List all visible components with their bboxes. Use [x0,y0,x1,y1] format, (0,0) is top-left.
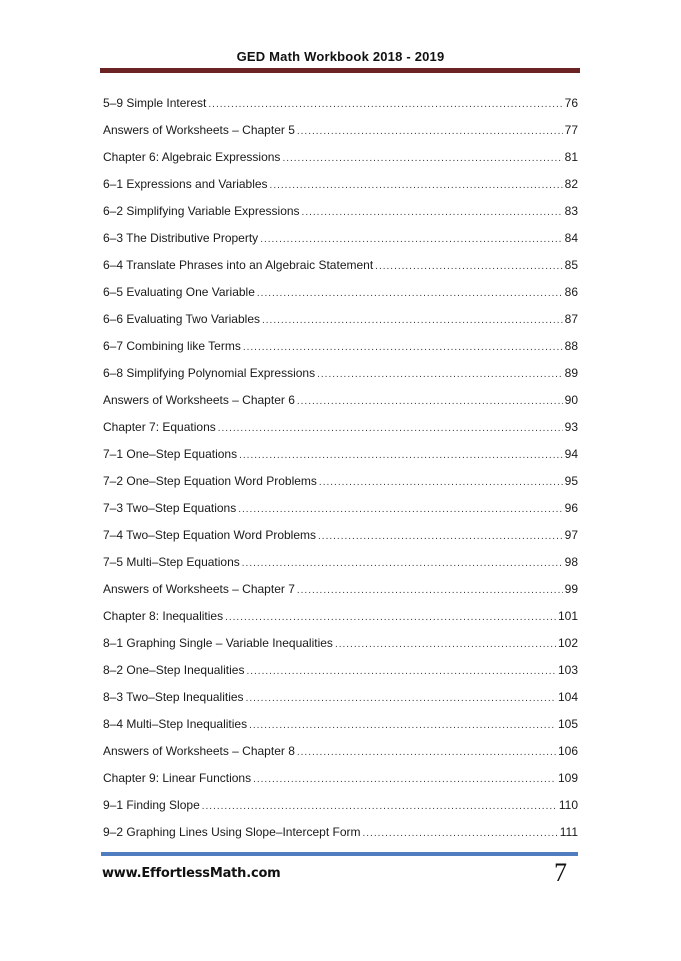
toc-entry-title: Chapter 6: Algebraic Expressions [103,150,281,164]
toc-entry-title: 8–1 Graphing Single – Variable Inequalities [103,636,333,650]
toc-entry-page: 106 [557,744,578,758]
toc-entry[interactable] [103,257,578,284]
toc-entry-page: 99 [564,582,578,596]
toc-entry-title: 7–1 One–Step Equations [103,447,238,461]
toc-entry-page: 85 [564,258,578,272]
toc-entry[interactable] [103,716,578,743]
toc-dot-leader [302,204,563,221]
toc-entry-page: 90 [564,393,578,407]
toc-entry-title: 9–2 Graphing Lines Using Slope–Intercept Form [103,825,361,839]
toc-entry-page: 87 [564,312,578,326]
toc-dot-leader [335,636,556,653]
toc-entry[interactable] [103,149,578,176]
toc-entry-page: 110 [558,798,578,812]
toc-entry-title: 8–3 Two–Step Inequalities [103,690,244,704]
toc-entry[interactable] [103,554,578,581]
toc-entry-page: 101 [557,609,578,623]
toc-entry[interactable] [103,797,578,824]
toc-entry-title: 6–6 Evaluating Two Variables [103,312,260,326]
toc-entry[interactable] [103,203,578,230]
toc-entry-page: 111 [559,825,578,839]
toc-entry[interactable] [103,770,578,797]
toc-entry-page: 89 [564,366,578,380]
toc-entry-page: 81 [564,150,578,164]
toc-dot-leader [238,501,562,518]
toc-entry-title: Chapter 8: Inequalities [103,609,224,623]
table-of-contents [103,95,578,851]
toc-entry-title: Answers of Worksheets – Chapter 8 [103,744,295,758]
toc-entry-page: 97 [564,528,578,542]
toc-dot-leader [362,825,557,842]
toc-dot-leader [253,771,556,788]
toc-entry[interactable] [103,500,578,527]
toc-entry-title: 8–2 One–Step Inequalities [103,663,245,677]
toc-entry-title: Answers of Worksheets – Chapter 5 [103,123,295,137]
toc-entry-page: 103 [557,663,578,677]
toc-entry-page: 77 [564,123,578,137]
toc-dot-leader [262,312,563,329]
toc-entry-page: 83 [564,204,578,218]
toc-entry-title: 7–5 Multi–Step Equations [103,555,240,569]
toc-dot-leader [282,150,562,167]
footer-rule [101,852,578,856]
toc-dot-leader [375,258,562,275]
toc-entry-page: 93 [564,420,578,434]
toc-dot-leader [246,690,556,707]
toc-dot-leader [297,123,563,140]
toc-entry[interactable] [103,743,578,770]
toc-entry-title: 6–1 Expressions and Variables [103,177,268,191]
header-title: GED Math Workbook 2018 - 2019 [236,49,445,64]
toc-entry-page: 95 [564,474,578,488]
toc-entry-page: 104 [557,690,578,704]
toc-entry-title: 7–3 Two–Step Equations [103,501,237,515]
toc-entry[interactable] [103,338,578,365]
toc-dot-leader [243,339,563,356]
toc-entry-title: 6–4 Translate Phrases into an Algebraic Statement [103,258,374,272]
toc-entry-title: 7–2 One–Step Equation Word Problems [103,474,317,488]
toc-entry[interactable] [103,176,578,203]
toc-dot-leader [318,528,563,545]
toc-entry-title: 6–8 Simplifying Polynomial Expressions [103,366,316,380]
toc-entry-page: 84 [564,231,578,245]
toc-entry-page: 105 [557,717,578,731]
toc-dot-leader [270,177,563,194]
toc-entry[interactable] [103,446,578,473]
toc-dot-leader [260,231,562,248]
toc-dot-leader [246,663,556,680]
toc-entry[interactable] [103,635,578,662]
footer-website-url[interactable]: www.EffortlessMath.com [102,866,281,881]
header-rule [100,68,580,73]
toc-dot-leader [242,555,563,572]
toc-entry[interactable] [103,662,578,689]
toc-dot-leader [218,420,563,437]
toc-entry-title: 9–1 Finding Slope [103,798,200,812]
toc-entry[interactable] [103,527,578,554]
toc-entry-title: 6–7 Combining like Terms [103,339,241,353]
toc-dot-leader [297,582,563,599]
toc-entry-title: 7–4 Two–Step Equation Word Problems [103,528,317,542]
toc-entry[interactable] [103,392,578,419]
toc-dot-leader [297,744,556,761]
toc-entry[interactable] [103,122,578,149]
toc-entry-page: 109 [557,771,578,785]
toc-entry[interactable] [103,689,578,716]
toc-dot-leader [202,798,557,815]
toc-dot-leader [239,447,563,464]
toc-entry[interactable] [103,824,578,851]
toc-entry[interactable] [103,581,578,608]
page-number: 7 [554,858,567,887]
toc-entry-page: 98 [564,555,578,569]
toc-entry[interactable] [103,311,578,338]
toc-dot-leader [317,366,563,383]
toc-entry-title: Answers of Worksheets – Chapter 7 [103,582,295,596]
toc-dot-leader [249,717,556,734]
toc-entry-page: 102 [557,636,578,650]
toc-dot-leader [297,393,563,410]
toc-entry[interactable] [103,608,578,635]
toc-entry[interactable] [103,473,578,500]
toc-entry-page: 76 [564,96,578,110]
toc-entry-title: 5–9 Simple Interest [103,96,207,110]
toc-entry-page: 94 [564,447,578,461]
toc-entry[interactable] [103,419,578,446]
toc-entry[interactable] [103,95,578,122]
toc-entry-title: Chapter 7: Equations [103,420,216,434]
toc-entry-title: 6–2 Simplifying Variable Expressions [103,204,300,218]
toc-entry-title: Answers of Worksheets – Chapter 6 [103,393,295,407]
toc-dot-leader [257,285,563,302]
toc-dot-leader [225,609,556,626]
toc-entry-page: 96 [564,501,578,515]
toc-entry-page: 82 [564,177,578,191]
toc-entry-title: Chapter 9: Linear Functions [103,771,252,785]
toc-entry-title: 8–4 Multi–Step Inequalities [103,717,248,731]
toc-entry-title: 6–5 Evaluating One Variable [103,285,255,299]
toc-entry[interactable] [103,230,578,257]
toc-entry[interactable] [103,284,578,311]
toc-dot-leader [208,96,562,113]
toc-entry-page: 88 [564,339,578,353]
toc-entry-title: 6–3 The Distributive Property [103,231,259,245]
toc-dot-leader [319,474,563,491]
toc-entry-page: 86 [564,285,578,299]
toc-entry[interactable] [103,365,578,392]
